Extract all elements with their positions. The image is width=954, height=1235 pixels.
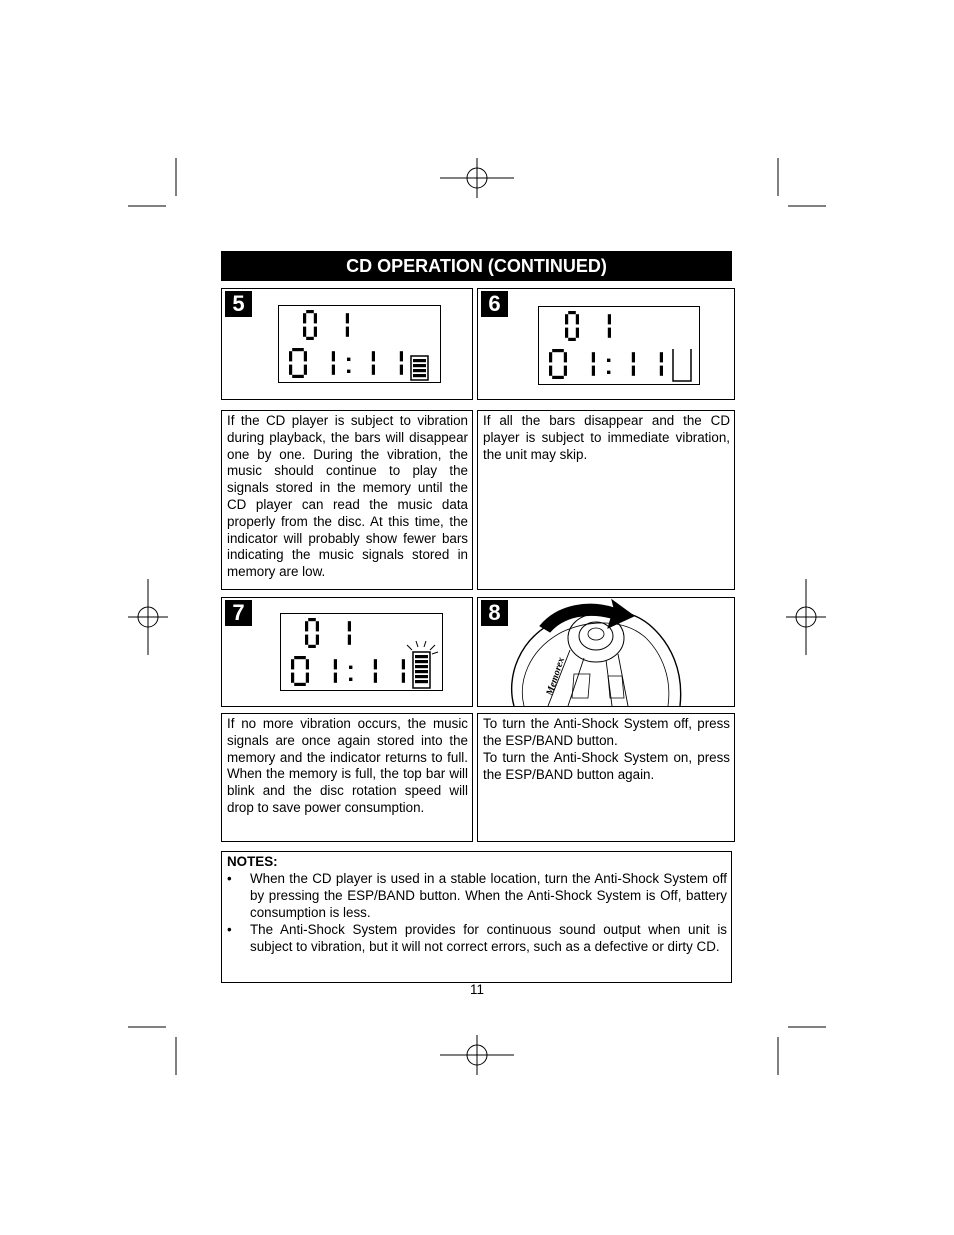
lcd-segment bbox=[592, 366, 595, 376]
bullet: • bbox=[227, 922, 232, 937]
lcd-segment bbox=[565, 314, 568, 324]
step-7-description: If no more vibration occurs, the music signals are once again stored into the memory and the indicator returns to full. When the memory is full, the top bar will blink and the disc rotation speed will drop to save power consumption. bbox=[227, 716, 468, 815]
battery-memory-indicator bbox=[411, 356, 428, 380]
lcd-segment bbox=[306, 337, 314, 340]
lcd-segment bbox=[303, 313, 306, 323]
track-number bbox=[565, 311, 611, 341]
lcd-segment bbox=[332, 365, 335, 375]
track-number bbox=[305, 618, 351, 648]
lcd-segment bbox=[308, 645, 316, 648]
battery-memory-indicator bbox=[413, 652, 430, 688]
lcd-segment bbox=[304, 351, 307, 361]
lcd-segment bbox=[568, 311, 576, 314]
lcd-colon bbox=[347, 358, 350, 361]
step-7-description-box bbox=[221, 713, 473, 842]
lcd-segment bbox=[316, 621, 319, 631]
lcd-colon bbox=[349, 666, 352, 669]
lcd-segment bbox=[306, 673, 309, 683]
section-header bbox=[221, 251, 732, 281]
lcd-colon bbox=[347, 370, 350, 373]
lcd-segment bbox=[592, 352, 595, 362]
lcd-segment bbox=[291, 673, 294, 683]
step-8-panel bbox=[477, 597, 735, 707]
lcd-segment bbox=[660, 366, 663, 376]
lcd-segment bbox=[348, 635, 351, 645]
lcd-segment bbox=[314, 313, 317, 323]
step-5-description-box bbox=[221, 410, 473, 590]
step-6-description: If all the bars disappear and the CD player is subject to immediate vibration, the unit may skip. bbox=[483, 413, 730, 462]
step-6-panel bbox=[477, 288, 735, 400]
note-item bbox=[227, 871, 727, 922]
lcd-segment bbox=[632, 352, 635, 362]
lcd-segment bbox=[372, 365, 375, 375]
lcd-display bbox=[538, 306, 700, 385]
lcd-segment bbox=[374, 673, 377, 683]
page-number: 11 bbox=[470, 982, 484, 997]
lcd-segment bbox=[308, 618, 316, 621]
step-5-description: If the CD player is subject to vibration during playback, the bars will disappear one by one. During the vibration, the music should continue to play the signals stored in the memory until the CD player can read the music data properly from the disc. At this time, the indicator will probably show fewer bars indicating the music signals stored in memory are low. bbox=[227, 413, 468, 580]
lcd-segment bbox=[400, 351, 403, 361]
lcd-segment bbox=[608, 314, 611, 324]
note-text: The Anti-Shock System provides for continuous sound output when unit is subject to vibration, but it will not correct errors, such as a defective or dirty CD. bbox=[250, 922, 727, 954]
lcd-segment bbox=[400, 365, 403, 375]
step-5-panel bbox=[221, 288, 473, 400]
lcd-segment bbox=[549, 352, 552, 362]
lcd-colon bbox=[349, 678, 352, 681]
lcd-segment bbox=[346, 327, 349, 337]
lcd-segment bbox=[314, 327, 317, 337]
lcd-digits bbox=[281, 614, 442, 690]
lcd-segment bbox=[568, 338, 576, 341]
lcd-segment bbox=[552, 349, 564, 352]
lcd-segment bbox=[334, 659, 337, 669]
lcd-segment bbox=[564, 366, 567, 376]
bullet: • bbox=[227, 871, 232, 886]
notes-title: NOTES: bbox=[227, 854, 278, 869]
lcd-segment bbox=[402, 659, 405, 669]
lcd-segment bbox=[374, 659, 377, 669]
lcd-segment bbox=[372, 351, 375, 361]
note-text: When the CD player is used in a stable location, turn the Anti-Shock System off by pressing the ESP/BAND button. When the Anti-Shock System is Off, battery consumption is less. bbox=[250, 871, 727, 920]
lcd-segment bbox=[316, 635, 319, 645]
lcd-segment bbox=[632, 366, 635, 376]
anti-shock-off-instruction: To turn the Anti-Shock System off, press the ESP/BAND button. bbox=[483, 716, 730, 748]
lcd-segment bbox=[304, 365, 307, 375]
lcd-segment bbox=[291, 659, 294, 669]
section-title: CD OPERATION (CONTINUED) bbox=[346, 255, 607, 276]
lcd-segment bbox=[565, 328, 568, 338]
lcd-segment bbox=[346, 313, 349, 323]
lcd-display bbox=[280, 613, 443, 691]
lcd-colon bbox=[607, 359, 610, 362]
lcd-segment bbox=[289, 365, 292, 375]
lcd-colon bbox=[607, 371, 610, 374]
step-number: 6 bbox=[481, 291, 508, 317]
lcd-segment bbox=[608, 328, 611, 338]
lcd-segment bbox=[334, 673, 337, 683]
notes-box bbox=[221, 851, 732, 983]
brand-logo: Memorex bbox=[544, 656, 568, 697]
lcd-segment bbox=[576, 314, 579, 324]
lcd-segment bbox=[549, 366, 552, 376]
step-number: 8 bbox=[481, 600, 508, 626]
step-number: 7 bbox=[225, 600, 252, 626]
track-number bbox=[303, 310, 349, 340]
lcd-display bbox=[278, 305, 441, 383]
step-8-description-box bbox=[477, 713, 735, 842]
step-number: 5 bbox=[225, 291, 252, 317]
lcd-segment bbox=[294, 656, 306, 659]
elapsed-time bbox=[549, 349, 663, 379]
lcd-segment bbox=[564, 352, 567, 362]
lcd-segment bbox=[576, 328, 579, 338]
lcd-segment bbox=[292, 375, 304, 378]
lcd-segment bbox=[303, 327, 306, 337]
elapsed-time bbox=[289, 348, 403, 378]
lcd-segment bbox=[294, 683, 306, 686]
lcd-segment bbox=[306, 310, 314, 313]
step-7-panel bbox=[221, 597, 473, 707]
lcd-segment bbox=[660, 352, 663, 362]
anti-shock-on-instruction: To turn the Anti-Shock System on, press the ESP/BAND button again. bbox=[483, 750, 730, 782]
cd-player-illustration bbox=[478, 598, 734, 706]
lcd-segment bbox=[402, 673, 405, 683]
lcd-segment bbox=[306, 659, 309, 669]
lcd-digits bbox=[279, 306, 440, 382]
lcd-segment bbox=[305, 621, 308, 631]
lcd-segment bbox=[292, 348, 304, 351]
lcd-segment bbox=[348, 621, 351, 631]
step-6-description-box bbox=[477, 410, 735, 590]
lcd-segment bbox=[332, 351, 335, 361]
note-item bbox=[227, 922, 727, 973]
lcd-segment bbox=[289, 351, 292, 361]
lcd-segment bbox=[552, 376, 564, 379]
elapsed-time bbox=[291, 656, 405, 686]
lcd-segment bbox=[305, 635, 308, 645]
lcd-digits bbox=[539, 307, 699, 384]
battery-memory-indicator bbox=[673, 349, 691, 381]
